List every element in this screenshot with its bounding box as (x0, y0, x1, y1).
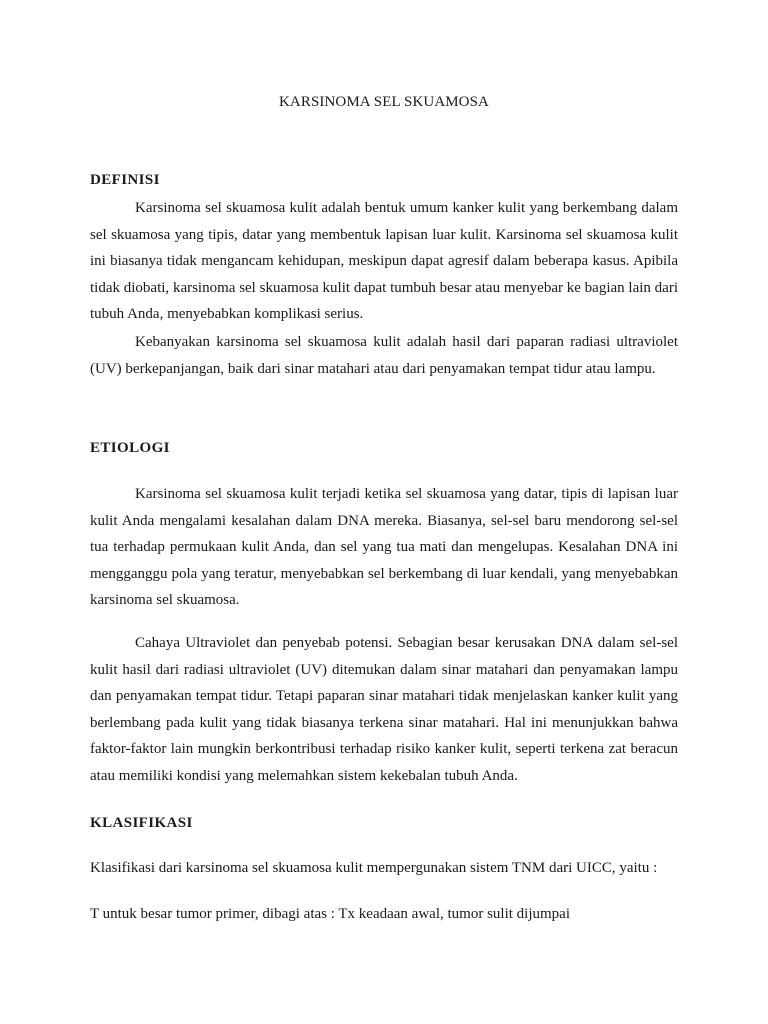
klasifikasi-line-1: Klasifikasi dari karsinoma sel skuamosa kulit mempergunakan sistem TNM dari UICC, yaitu : (90, 860, 658, 876)
section-heading-etiologi: ETIOLOGI (90, 440, 170, 456)
paragraph-definisi-1: Karsinoma sel skuamosa kulit adalah bentuk umum kanker kulit yang berkembang dalam sel skuamosa yang tipis, datar yang membentuk lapisan luar kulit. Karsinoma sel skuamosa kulit ini biasanya tidak mengancam kehidupan, meskipun dapat agresif dalam beberapa kasus. Apibila tidak diobati, karsinoma sel skuamosa kulit dapat tumbuh besar atau menyebar ke bagian lain dari tubuh Anda, menyebabkan komplikasi serius. (90, 200, 678, 322)
klasifikasi-line-2: T untuk besar tumor primer, dibagi atas : Tx keadaan awal, tumor sulit dijumpai (90, 906, 570, 922)
document-title: KARSINOMA SEL SKUAMOSA (278, 94, 489, 110)
section-heading-definisi: DEFINISI (90, 172, 160, 188)
section-heading-klasifikasi: KLASIFIKASI (90, 815, 193, 831)
paragraph-etiologi-1: Karsinoma sel skuamosa kulit terjadi ketika sel skuamosa yang datar, tipis di lapisan luar kulit Anda mengalami kesalahan dalam DNA mereka. Biasanya, sel-sel baru mendorong sel-sel tua terhadap permukaan kulit Anda, dan sel yang tua mati dan mengelupas. Kesalahan DNA ini mengganggu pola yang teratur, menyebabkan sel berkembang di luar kendali, yang menyebabkan karsinoma sel skuamosa. (90, 486, 678, 608)
paragraph-definisi-2: Kebanyakan karsinoma sel skuamosa kulit adalah hasil dari paparan radiasi ultraviolet (UV) berkepanjangan, baik dari sinar matahari atau dari penyamakan tempat tidur atau lampu. (90, 334, 678, 377)
paragraph-etiologi-2: Cahaya Ultraviolet dan penyebab potensi. Sebagian besar kerusakan DNA dalam sel-sel kulit hasil dari radiasi ultraviolet (UV) ditemukan dalam sinar matahari dan penyamakan lampu dan penyamakan tempat tidur. Tetapi paparan sinar matahari tidak menjelaskan kanker kulit yang berlembang pada kulit yang tidak biasanya terkena sinar matahari. Hal ini menunjukkan bahwa faktor-faktor lain mungkin berkontribusi terhadap risiko kanker kulit, seperti terkena zat beracun atau memiliki kondisi yang melemahkan sistem kekebalan tubuh Anda. (90, 635, 678, 784)
